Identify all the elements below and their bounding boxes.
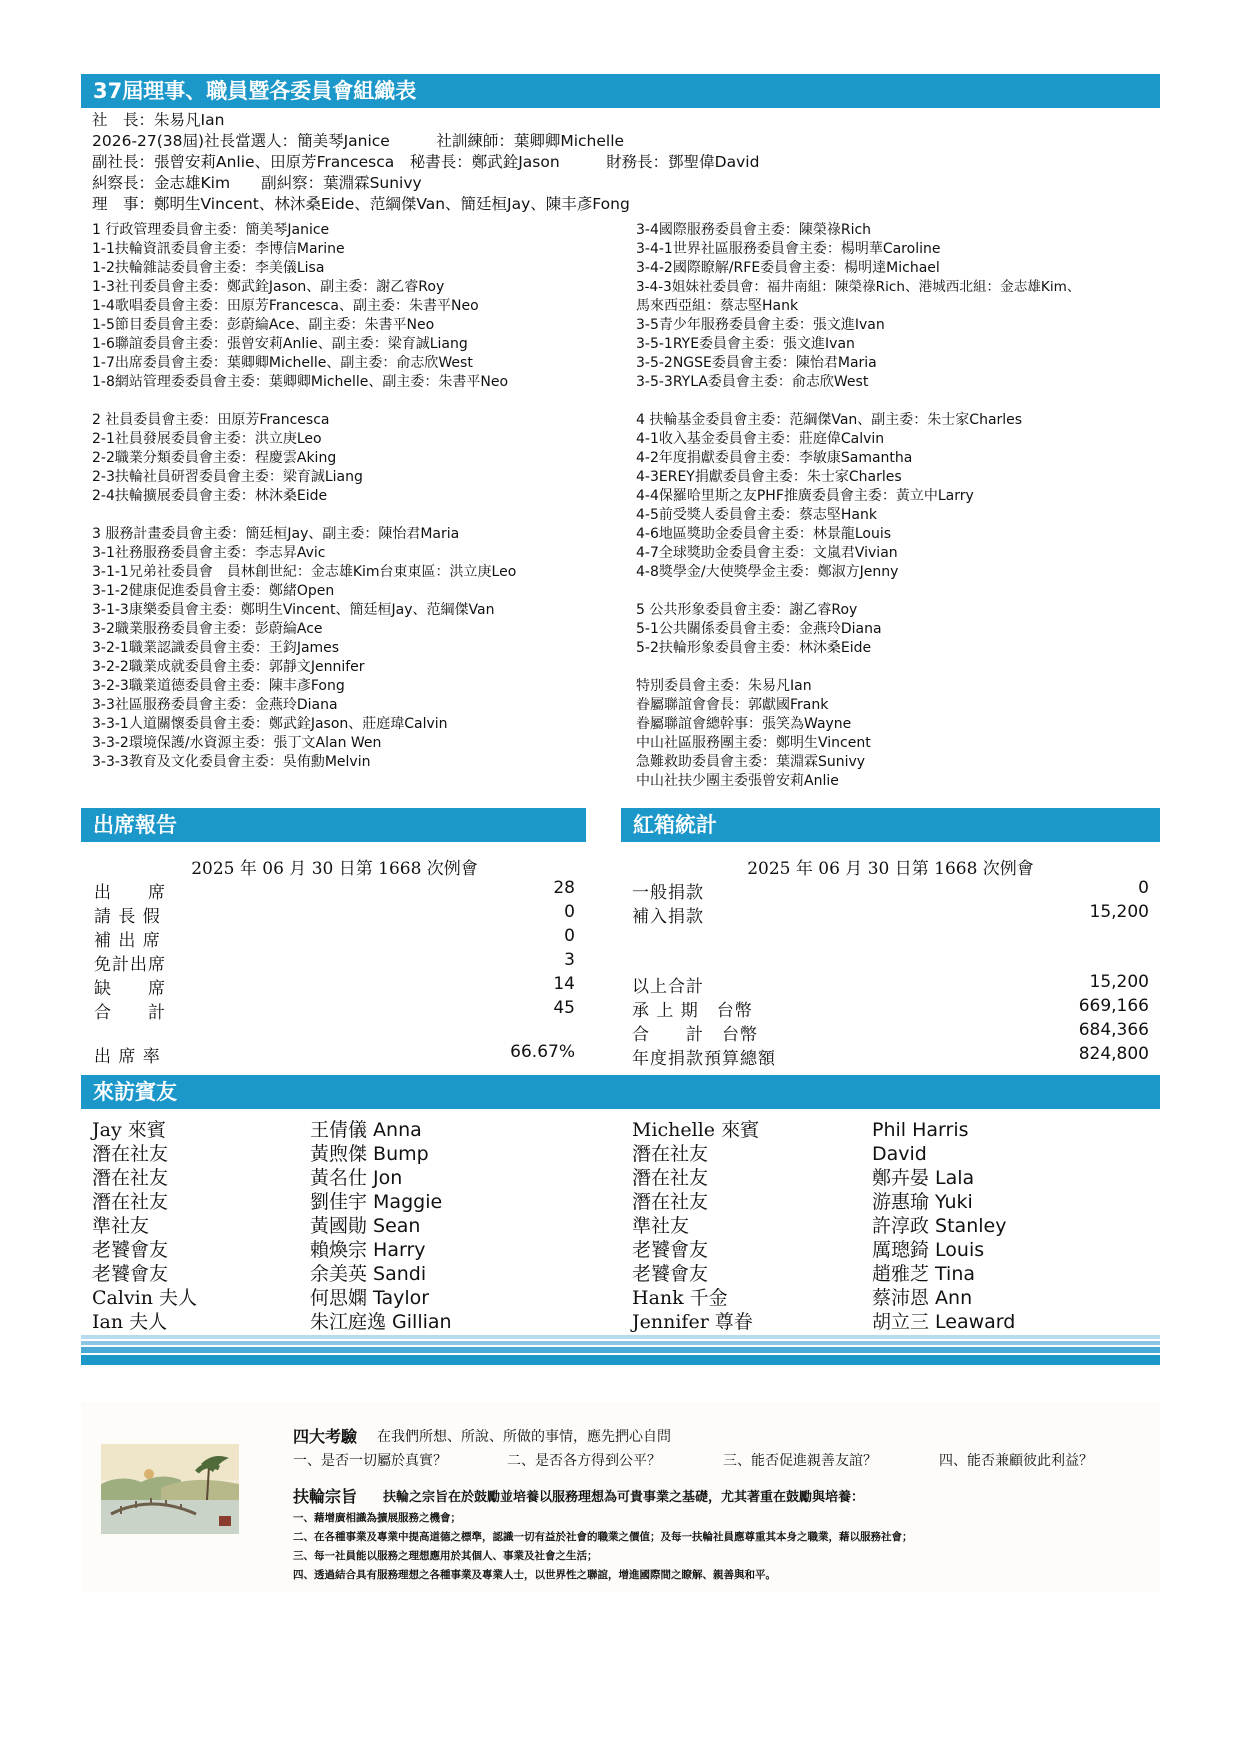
committee-line: 3-1-3康樂委員會主委：鄭明生Vincent、簡廷桓Jay、范綱傑Van bbox=[92, 602, 495, 618]
redbox-value: 824,800 bbox=[1078, 1044, 1149, 1064]
redbox-label: 補入捐款 bbox=[632, 907, 704, 927]
redbox-label: 年度捐款預算總額 bbox=[632, 1049, 776, 1069]
visitor-relation: 老饕會友 bbox=[92, 1239, 169, 1261]
committee-line: 3-5-1RYE委員會主委：張文進Ivan bbox=[636, 336, 855, 352]
object-of-rotary-item: 三、每一社員能以服務之理想應用於其個人、事業及社會之生活； bbox=[293, 1550, 598, 1562]
committee-line: 2-1社員發展委員會主委：洪立庚Leo bbox=[92, 431, 322, 447]
committee-line: 3-2-3職業道德委員會主委：陳丰彥Fong bbox=[92, 678, 345, 694]
visitor-name: 何思嫻 Taylor bbox=[310, 1287, 430, 1309]
attendance-value: 28 bbox=[553, 878, 575, 898]
officer-line: 理 事：鄭明生Vincent、林沐桑Eide、范綱傑Van、簡廷桓Jay、陳丰彥Fong bbox=[92, 195, 630, 213]
committee-line: 4-3EREY捐獻委員會主委：朱士家Charles bbox=[636, 469, 902, 485]
visitor-relation: Jay 來賓 bbox=[92, 1119, 166, 1141]
redbox-date: 2025 年 06 月 30 日第 1668 次例會 bbox=[747, 859, 1034, 879]
visitor-relation: 老饕會友 bbox=[92, 1263, 169, 1285]
attendance-label: 補 出 席 bbox=[94, 931, 161, 951]
redbox-row bbox=[632, 972, 1149, 996]
committee-line: 3-1-1兄弟社委員會 員林創世紀：金志雄Kim台東東區：洪立庚Leo bbox=[92, 564, 517, 580]
visitor-name: David bbox=[872, 1143, 927, 1165]
attendance-row bbox=[94, 902, 575, 926]
visitor-name: 黃煦傑 Bump bbox=[310, 1143, 429, 1165]
committee-line: 4-2年度捐獻委員會主委：李敏康Samantha bbox=[636, 450, 913, 466]
committee-line: 3 服務計畫委員會主委：簡廷桓Jay、副主委：陳怡君Maria bbox=[92, 526, 460, 542]
committee-line: 3-2-1職業認識委員會主委：王鈞James bbox=[92, 640, 340, 656]
redbox-title: 紅箱統計 bbox=[633, 812, 717, 837]
committee-line: 中山社扶少團主委張曾安莉Anlie bbox=[636, 773, 839, 789]
redbox-value: 669,166 bbox=[1078, 996, 1149, 1016]
attendance-rate-value: 66.67% bbox=[510, 1042, 575, 1062]
visitor-name: 劉佳宇 Maggie bbox=[310, 1191, 443, 1213]
redbox-row bbox=[632, 1044, 1149, 1068]
four-way-test-intro: 在我們所想、所說、所做的事情，應先捫心自問 bbox=[377, 1429, 671, 1445]
divider-stripe bbox=[81, 1341, 1160, 1345]
object-of-rotary-item: 四、透過結合具有服務理想之各種事業及專業人士，以世界性之聯誼，增進國際間之瞭解、親善與和平。 bbox=[293, 1569, 776, 1581]
visitor-relation: 潛在社友 bbox=[632, 1191, 709, 1213]
visitor-name: 王倩儀 Anna bbox=[310, 1119, 422, 1141]
attendance-row bbox=[94, 950, 575, 974]
officer-line: 2026-27(38屆)社長當選人：簡美琴Janice 社訓練師：葉卿卿Michelle bbox=[92, 132, 625, 150]
redbox-row bbox=[632, 1020, 1149, 1044]
visitors-title: 來訪賓友 bbox=[93, 1079, 177, 1104]
committee-line: 1-6聯誼委員會主委：張曾安莉Anlie、副主委：梁育誠Liang bbox=[92, 336, 468, 352]
redbox-value: 0 bbox=[1138, 878, 1149, 898]
committee-line: 中山社區服務團主委：鄭明生Vincent bbox=[636, 735, 871, 751]
committee-line: 3-4-3姐妹社委員會：福井南組：陳榮祿Rich、港城西北組：金志雄Kim、 bbox=[636, 279, 1081, 295]
attendance-date: 2025 年 06 月 30 日第 1668 次例會 bbox=[191, 859, 478, 879]
visitor-name: 蔡沛恩 Ann bbox=[872, 1287, 973, 1309]
committee-line: 2-4扶輪擴展委員會主委：林沐桑Eide bbox=[92, 488, 328, 504]
visitor-name: 游惠瑜 Yuki bbox=[872, 1191, 973, 1213]
visitor-name: Phil Harris bbox=[872, 1119, 969, 1141]
committee-line: 3-3-3教育及文化委員會主委：吳侑勳Melvin bbox=[92, 754, 371, 770]
visitor-relation: Hank 千金 bbox=[632, 1287, 728, 1309]
committee-line: 3-1-2健康促進委員會主委：鄭緒Open bbox=[92, 583, 335, 599]
committee-line: 3-5-2NGSE委員會主委：陳怡君Maria bbox=[636, 355, 877, 371]
committee-line: 3-4-1世界社區服務委員會主委：楊明華Caroline bbox=[636, 241, 941, 257]
four-way-test-item: 二、是否各方得到公平？ bbox=[507, 1453, 661, 1469]
redbox-row bbox=[632, 902, 1149, 926]
committee-line: 5-2扶輪形象委員會主委：林沐桑Eide bbox=[636, 640, 872, 656]
committee-line: 5-1公共關係委員會主委：金燕玲Diana bbox=[636, 621, 882, 637]
visitor-name: 余美英 Sandi bbox=[310, 1263, 427, 1285]
org-chart-header bbox=[81, 74, 1160, 108]
attendance-value: 45 bbox=[553, 998, 575, 1018]
committee-line: 4-8獎學金/大使獎學金主委：鄭淑方Jenny bbox=[636, 564, 899, 580]
visitor-name: 黃國勛 Sean bbox=[310, 1215, 421, 1237]
committee-line: 4-5前受獎人委員會主委：蔡志堅Hank bbox=[636, 507, 877, 523]
committee-line: 1-4歌唱委員會主委：田原芳Francesca、副主委：朱書平Neo bbox=[92, 298, 479, 314]
visitors-col-1 bbox=[92, 1118, 292, 1338]
committee-line: 2 社員委員會主委：田原芳Francesca bbox=[92, 412, 330, 428]
redbox-value: 15,200 bbox=[1089, 972, 1149, 992]
visitor-relation: 潛在社友 bbox=[92, 1143, 169, 1165]
officer-line: 社 長：朱易凡Ian bbox=[92, 111, 225, 129]
four-way-test-title: 四大考驗 bbox=[293, 1427, 358, 1446]
attendance-value: 3 bbox=[564, 950, 575, 970]
attendance-value: 0 bbox=[564, 926, 575, 946]
committee-line: 1-1扶輪資訊委員會主委：李博信Marine bbox=[92, 241, 345, 257]
visitors-col-4 bbox=[872, 1118, 1152, 1338]
redbox-header bbox=[621, 808, 1160, 842]
object-of-rotary-item: 一、藉增廣相識為擴展服務之機會； bbox=[293, 1512, 461, 1524]
committee-line: 3-3社區服務委員會主委：金燕玲Diana bbox=[92, 697, 338, 713]
attendance-row bbox=[94, 998, 575, 1022]
visitor-name: 朱江庭逸 Gillian bbox=[310, 1311, 452, 1333]
visitor-name: 賴煥宗 Harry bbox=[310, 1239, 426, 1261]
committee-line: 4 扶輪基金委員會主委：范綱傑Van、副主委：朱士家Charles bbox=[636, 412, 1023, 428]
visitor-name: 許淳政 Stanley bbox=[872, 1215, 1007, 1237]
redbox-label: 合 計 台幣 bbox=[632, 1025, 758, 1045]
attendance-label: 缺 席 bbox=[94, 979, 166, 999]
attendance-rate-label: 出 席 率 bbox=[94, 1047, 161, 1067]
visitor-name: 胡立三 Leaward bbox=[872, 1311, 1016, 1333]
divider-stripe bbox=[81, 1335, 1160, 1339]
redbox-label: 承 上 期 台幣 bbox=[632, 1001, 753, 1021]
committee-line: 眷屬聯誼會會長：郭獻國Frank bbox=[636, 697, 829, 713]
attendance-title: 出席報告 bbox=[93, 812, 177, 837]
visitors-col-3 bbox=[632, 1118, 852, 1338]
visitor-name: 厲璁錡 Louis bbox=[872, 1239, 985, 1261]
visitor-relation: 準社友 bbox=[632, 1215, 690, 1237]
committee-line: 3-2職業服務委員會主委：彭蔚綸Ace bbox=[92, 621, 323, 637]
committee-line: 特別委員會主委：朱易凡Ian bbox=[636, 678, 812, 694]
attendance-row bbox=[94, 974, 575, 998]
committee-line: 1-2扶輪雜誌委員會主委：李美儀Lisa bbox=[92, 260, 325, 276]
attendance-label: 出 席 bbox=[94, 883, 166, 903]
committee-line: 3-2-2職業成就委員會主委：郭靜文Jennifer bbox=[92, 659, 365, 675]
four-way-test-item: 一、是否一切屬於真實？ bbox=[293, 1453, 447, 1469]
attendance-row bbox=[94, 878, 575, 902]
attendance-header bbox=[81, 808, 586, 842]
attendance-rate-row bbox=[94, 1042, 575, 1066]
org-chart-title: 37屆理事、職員暨各委員會組織表 bbox=[93, 79, 417, 103]
attendance-row bbox=[94, 926, 575, 950]
redbox-value: 15,200 bbox=[1089, 902, 1149, 922]
committee-line: 4-6地區獎助金委員會主委：林景龍Louis bbox=[636, 526, 892, 542]
divider-stripe bbox=[81, 1347, 1160, 1353]
redbox-row bbox=[632, 996, 1149, 1020]
committee-line: 眷屬聯誼會總幹事：張笑為Wayne bbox=[636, 716, 852, 732]
redbox-label: 一般捐款 bbox=[632, 883, 704, 903]
visitor-relation: 潛在社友 bbox=[632, 1143, 709, 1165]
committee-line: 1-8網站管理委委員會主委：葉卿卿Michelle、副主委：朱書平Neo bbox=[92, 374, 509, 390]
committee-line: 1-3社刊委員會主委：鄭武銓Jason、副主委：謝乙睿Roy bbox=[92, 279, 445, 295]
attendance-value: 0 bbox=[564, 902, 575, 922]
object-of-rotary-item: 二、在各種事業及專業中提高道德之標準，認識一切有益於社會的職業之價值；及每一扶輪社員應尊重其本身之職業，藉以服務社會； bbox=[293, 1531, 913, 1543]
committee-line: 4-1收入基金委員會主委：莊庭偉Calvin bbox=[636, 431, 885, 447]
committee-line: 3-4-2國際瞭解/RFE委員會主委：楊明達Michael bbox=[636, 260, 940, 276]
committee-line: 1 行政管理委員會主委：簡美琴Janice bbox=[92, 222, 330, 238]
committee-line: 2-2職業分類委員會主委：程慶雲Aking bbox=[92, 450, 337, 466]
committee-line: 1-5節目委員會主委：彭蔚綸Ace、副主委：朱書平Neo bbox=[92, 317, 435, 333]
divider-stripe bbox=[81, 1355, 1160, 1365]
committees-left bbox=[92, 221, 622, 781]
attendance-report bbox=[94, 854, 575, 1067]
visitor-relation: 潛在社友 bbox=[92, 1191, 169, 1213]
landscape-painting-icon bbox=[101, 1444, 239, 1534]
visitor-relation: Calvin 夫人 bbox=[92, 1287, 198, 1309]
committee-line: 1-7出席委員會主委：葉卿卿Michelle、副主委：俞志欣West bbox=[92, 355, 473, 371]
four-way-test-item: 四、能否兼顧彼此利益？ bbox=[939, 1453, 1093, 1469]
four-way-test-item: 三、能否促進親善友誼？ bbox=[723, 1453, 877, 1469]
visitor-name: 趙雅芝 Tina bbox=[872, 1263, 976, 1285]
committee-line: 3-5-3RYLA委員會主委：俞志欣West bbox=[636, 374, 869, 390]
visitor-relation: 老饕會友 bbox=[632, 1263, 709, 1285]
officer-line: 副社長：張曾安莉Anlie、田原芳Francesca 秘書長：鄭武銓Jason 財務長：鄧聖偉David bbox=[92, 153, 760, 171]
redbox-label: 以上合計 bbox=[632, 977, 704, 997]
object-of-rotary-title: 扶輪宗旨 bbox=[293, 1487, 358, 1506]
committee-line: 急難救助委員會主委：葉淵霖Sunivy bbox=[636, 754, 866, 770]
visitor-relation: Michelle 來賓 bbox=[632, 1119, 760, 1141]
attendance-label: 請 長 假 bbox=[94, 907, 161, 927]
attendance-value: 14 bbox=[553, 974, 575, 994]
committee-line: 5 公共形象委員會主委：謝乙睿Roy bbox=[636, 602, 858, 618]
motto-panel bbox=[81, 1402, 1160, 1592]
visitor-relation: 潛在社友 bbox=[92, 1167, 169, 1189]
officer-line: 糾察長：金志雄Kim 副糾察：葉淵霖Sunivy bbox=[92, 174, 422, 192]
committee-line: 3-3-1人道關懷委員會主委：鄭武銓Jason、莊庭瑋Calvin bbox=[92, 716, 448, 732]
committees-right bbox=[636, 221, 1156, 801]
visitors-header bbox=[81, 1075, 1160, 1109]
visitor-name: 鄭卉晏 Lala bbox=[872, 1167, 975, 1189]
visitors-col-2 bbox=[310, 1118, 610, 1338]
committee-line: 4-4保羅哈里斯之友PHF推廣委員會主委：黃立中Larry bbox=[636, 488, 974, 504]
redbox-report bbox=[632, 854, 1149, 1069]
attendance-label: 合 計 bbox=[94, 1003, 166, 1023]
visitor-relation: Ian 夫人 bbox=[92, 1311, 168, 1333]
object-of-rotary-intro: 扶輪之宗旨在於鼓勵並培養以服務理想為可貴事業之基礎，尤其著重在鼓勵與培養： bbox=[383, 1490, 865, 1505]
committee-line: 4-7全球獎助金委員會主委：文嵐君Vivian bbox=[636, 545, 898, 561]
committee-line: 2-3扶輪社員研習委員會主委：梁育誠Liang bbox=[92, 469, 363, 485]
committee-line: 3-4國際服務委員會主委：陳榮祿Rich bbox=[636, 222, 872, 238]
visitor-relation: Jennifer 尊眷 bbox=[632, 1311, 753, 1333]
visitor-name: 黃名仕 Jon bbox=[310, 1167, 403, 1189]
committee-line: 3-3-2環境保護/水資源主委：張丁文Alan Wen bbox=[92, 735, 382, 751]
attendance-label: 免計出席 bbox=[94, 955, 166, 975]
committee-line: 馬來西亞組：蔡志堅Hank bbox=[636, 298, 799, 314]
committee-line: 3-1社務服務委員會主委：李志昇Avic bbox=[92, 545, 326, 561]
visitor-relation: 準社友 bbox=[92, 1215, 150, 1237]
visitor-relation: 潛在社友 bbox=[632, 1167, 709, 1189]
visitor-relation: 老饕會友 bbox=[632, 1239, 709, 1261]
redbox-row bbox=[632, 878, 1149, 902]
committee-line: 3-5青少年服務委員會主委：張文進Ivan bbox=[636, 317, 885, 333]
redbox-value: 684,366 bbox=[1078, 1020, 1149, 1040]
